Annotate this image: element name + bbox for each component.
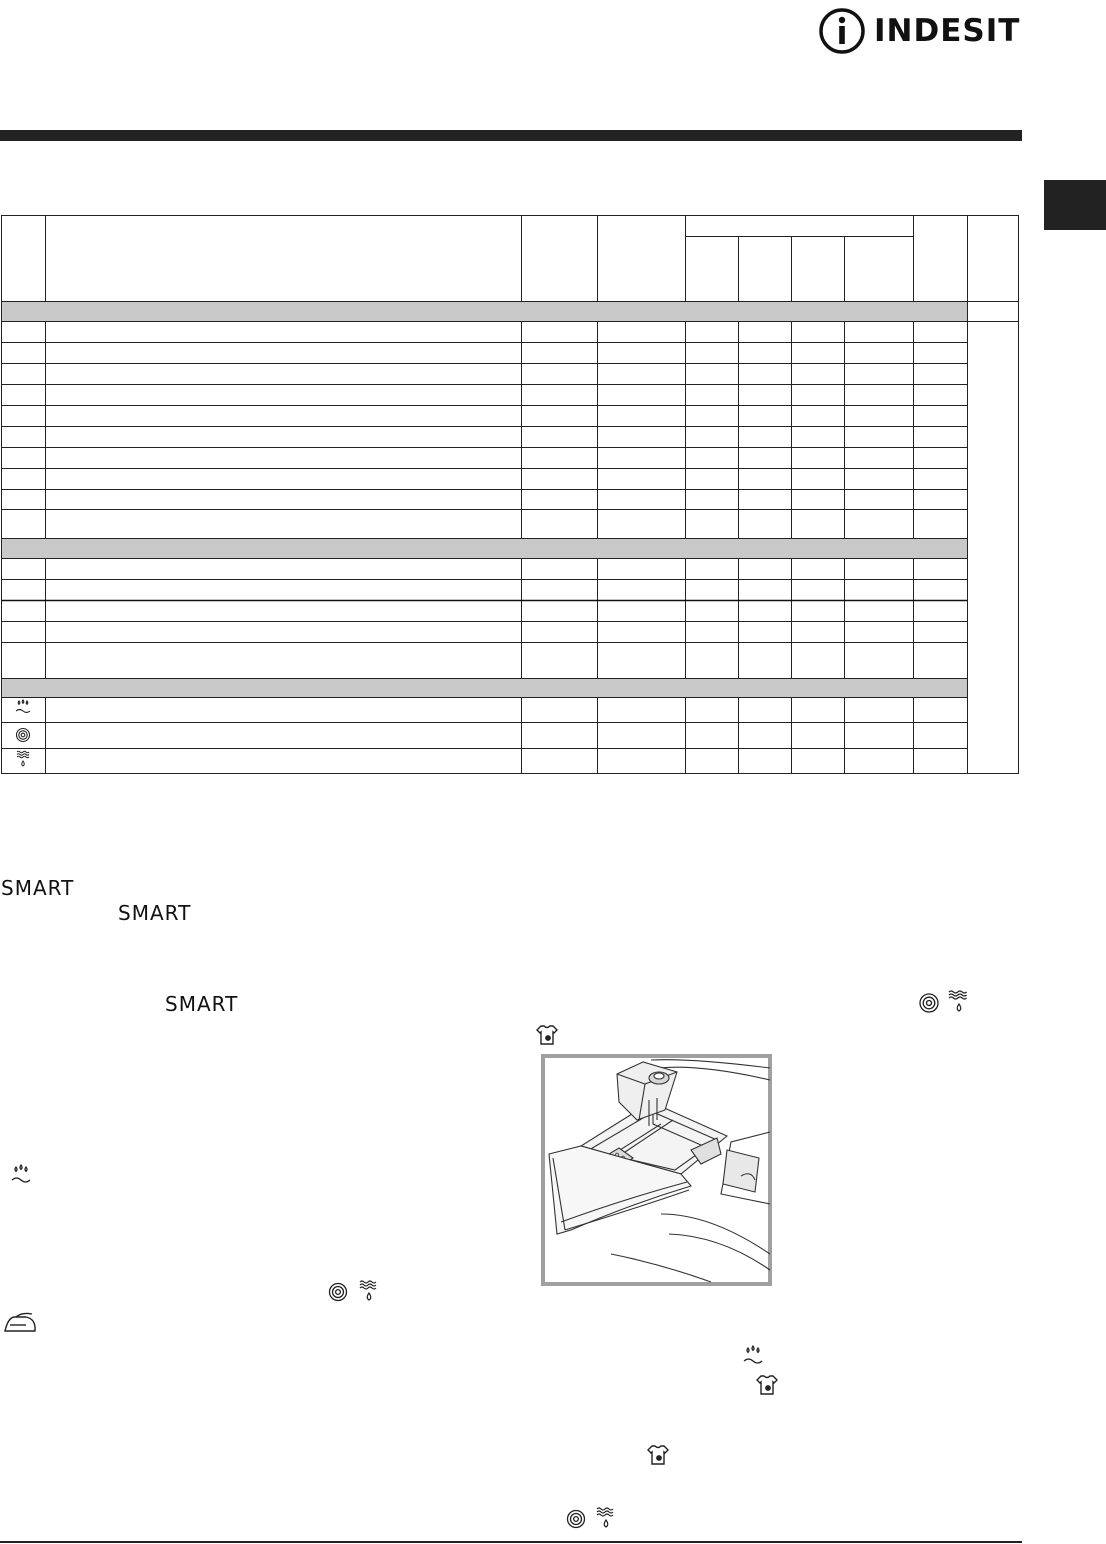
- language-tab-marker: [1044, 180, 1106, 230]
- spin-icon: [917, 991, 941, 1015]
- indesit-logo: [818, 4, 1020, 58]
- rinse-icon: [16, 700, 30, 713]
- stain-shirt-icon: [645, 1442, 671, 1468]
- stain-shirt-icon: [754, 1372, 780, 1398]
- smart-label: SMART: [1, 876, 75, 900]
- programme-table-grid: [1, 215, 1019, 774]
- rinse-icon: [740, 1344, 766, 1370]
- header-rule: [0, 130, 1022, 141]
- rinse-icon: [8, 1163, 34, 1189]
- table-section-bar: [1, 538, 967, 558]
- drain-icon: [592, 1506, 620, 1532]
- smart-label: SMART: [165, 992, 239, 1016]
- footer-rule: [0, 1541, 1022, 1543]
- indesit-logo-mark-icon: [818, 7, 866, 55]
- table-section-bar: [1, 678, 967, 697]
- spin-icon: [17, 729, 30, 742]
- detergent-drawer-illustration: [541, 1054, 772, 1286]
- spin-icon: [565, 1508, 587, 1530]
- drain-icon: [355, 1279, 383, 1305]
- spin-icon: [327, 1281, 349, 1303]
- drain-icon: [944, 989, 974, 1017]
- iron-icon: [2, 1311, 40, 1335]
- drain-icon: [17, 751, 29, 766]
- programme-table: [1, 215, 1019, 774]
- brand-name: INDESIT: [874, 13, 1021, 49]
- stain-shirt-icon: [534, 1022, 560, 1048]
- table-section-bar: [1, 301, 967, 321]
- smart-label: SMART: [118, 901, 192, 925]
